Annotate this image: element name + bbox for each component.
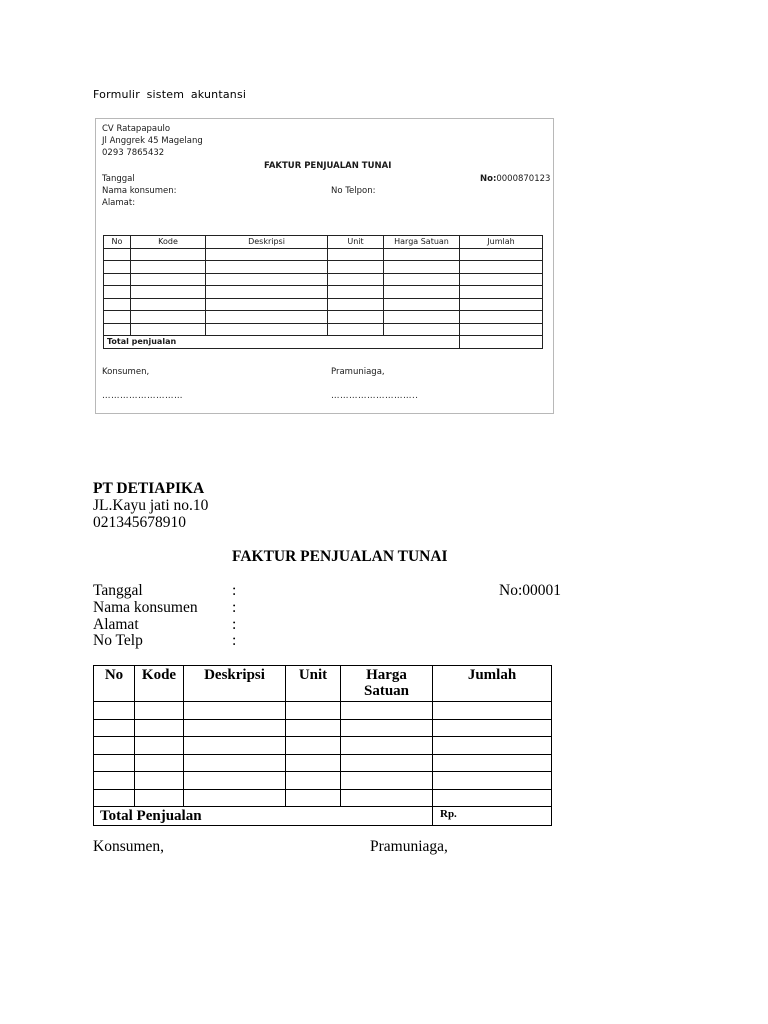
sample-address-label: Alamat:	[102, 198, 136, 208]
table-cell[interactable]	[433, 737, 552, 755]
sales-sign-label: Pramuniaga,	[370, 838, 448, 855]
table-row	[104, 248, 543, 261]
table-cell[interactable]	[184, 737, 286, 755]
table-cell[interactable]	[94, 737, 135, 755]
sample-date-label: Tanggal	[102, 174, 135, 184]
table-cell[interactable]	[341, 702, 433, 720]
table-cell[interactable]	[433, 719, 552, 737]
table-cell[interactable]	[341, 719, 433, 737]
company-address: JL.Kayu jati no.10	[93, 497, 209, 514]
table-row	[104, 311, 543, 324]
table-cell[interactable]	[135, 702, 184, 720]
table-cell[interactable]	[135, 719, 184, 737]
invoice-total-row	[94, 807, 552, 826]
customer-name-label: Nama konsumen	[93, 599, 198, 616]
customer-name-colon: :	[232, 599, 237, 616]
table-cell[interactable]	[286, 754, 341, 772]
table-cell[interactable]	[286, 772, 341, 790]
sample-col-no: No	[104, 236, 131, 249]
table-cell[interactable]	[433, 754, 552, 772]
invoice-items-table	[93, 665, 552, 826]
table-cell[interactable]	[286, 789, 341, 807]
table-cell[interactable]	[286, 737, 341, 755]
table-cell[interactable]	[341, 772, 433, 790]
col-jumlah: Jumlah	[433, 666, 552, 702]
table-row	[94, 772, 552, 790]
sample-customer-label: Nama konsumen:	[102, 186, 177, 196]
sample-total-label: Total penjualan	[104, 336, 460, 349]
table-row	[94, 702, 552, 720]
table-cell[interactable]	[184, 772, 286, 790]
sample-table-header	[104, 236, 543, 249]
sample-sales-sign-label: Pramuniaga,	[331, 367, 385, 377]
table-cell[interactable]	[94, 789, 135, 807]
invoice-table-header	[94, 666, 552, 702]
phone-label: No Telp	[93, 632, 143, 649]
table-cell[interactable]	[135, 772, 184, 790]
sample-number-label: No:	[480, 174, 497, 184]
sample-customer-sign-label: Konsumen,	[102, 367, 150, 377]
total-sales-value[interactable]: Rp.	[433, 807, 552, 826]
col-unit: Unit	[286, 666, 341, 702]
table-cell[interactable]	[184, 719, 286, 737]
sample-company-name: CV Ratapapaulo	[102, 124, 171, 134]
sample-company-address: Jl Anggrek 45 Magelang	[102, 136, 203, 146]
table-cell[interactable]	[94, 754, 135, 772]
table-cell[interactable]	[184, 702, 286, 720]
table-cell[interactable]	[286, 719, 341, 737]
sample-total-row	[104, 336, 543, 349]
table-cell[interactable]	[286, 702, 341, 720]
table-cell[interactable]	[135, 789, 184, 807]
table-cell[interactable]	[94, 719, 135, 737]
address-colon: :	[232, 616, 237, 633]
col-no: No	[94, 666, 135, 702]
table-cell[interactable]	[135, 737, 184, 755]
sample-col-deskripsi: Deskripsi	[206, 236, 328, 249]
sample-col-unit: Unit	[328, 236, 384, 249]
col-deskripsi: Deskripsi	[184, 666, 286, 702]
col-kode: Kode	[135, 666, 184, 702]
date-label: Tanggal	[93, 582, 143, 599]
table-row	[104, 323, 543, 336]
date-colon: :	[232, 582, 237, 599]
table-cell[interactable]	[184, 754, 286, 772]
table-cell[interactable]	[433, 702, 552, 720]
address-label: Alamat	[93, 616, 139, 633]
table-cell[interactable]	[94, 772, 135, 790]
invoice-title: FAKTUR PENJUALAN TUNAI	[232, 548, 448, 565]
sample-number-value: 0000870123	[496, 174, 551, 184]
sample-sales-sign-line: ………………………..	[331, 391, 419, 401]
invoice-number: No:00001	[499, 582, 561, 599]
sample-col-kode: Kode	[131, 236, 206, 249]
company-name: PT DETIAPIKA	[93, 480, 205, 497]
sample-company-phone: 0293 7865432	[102, 148, 165, 158]
table-row	[94, 719, 552, 737]
table-row	[94, 737, 552, 755]
table-cell[interactable]	[341, 754, 433, 772]
table-cell[interactable]	[341, 737, 433, 755]
table-cell[interactable]	[341, 789, 433, 807]
col-harga-satuan: Harga Satuan	[341, 666, 433, 702]
company-phone: 021345678910	[93, 514, 186, 531]
table-cell[interactable]	[94, 702, 135, 720]
document-heading: Formulir sistem akuntansi	[93, 88, 247, 101]
sample-col-jumlah: Jumlah	[460, 236, 543, 249]
table-row	[104, 286, 543, 299]
customer-sign-label: Konsumen,	[93, 838, 165, 855]
table-row	[94, 754, 552, 772]
sample-invoice-number	[480, 174, 550, 184]
sample-customer-sign-line: ………………………	[102, 391, 183, 401]
table-cell[interactable]	[184, 789, 286, 807]
table-row	[104, 298, 543, 311]
table-row	[94, 789, 552, 807]
sample-items-table	[103, 235, 543, 349]
total-sales-label: Total Penjualan	[94, 807, 433, 826]
table-cell[interactable]	[135, 754, 184, 772]
table-row	[104, 261, 543, 274]
sample-form-title: FAKTUR PENJUALAN TUNAI	[264, 161, 392, 171]
table-cell[interactable]	[433, 789, 552, 807]
sample-invoice-form	[95, 118, 554, 414]
table-cell[interactable]	[433, 772, 552, 790]
phone-colon: :	[232, 632, 237, 649]
table-row	[104, 273, 543, 286]
sample-phone-label: No Telpon:	[331, 186, 376, 196]
sample-col-harga-satuan: Harga Satuan	[384, 236, 460, 249]
